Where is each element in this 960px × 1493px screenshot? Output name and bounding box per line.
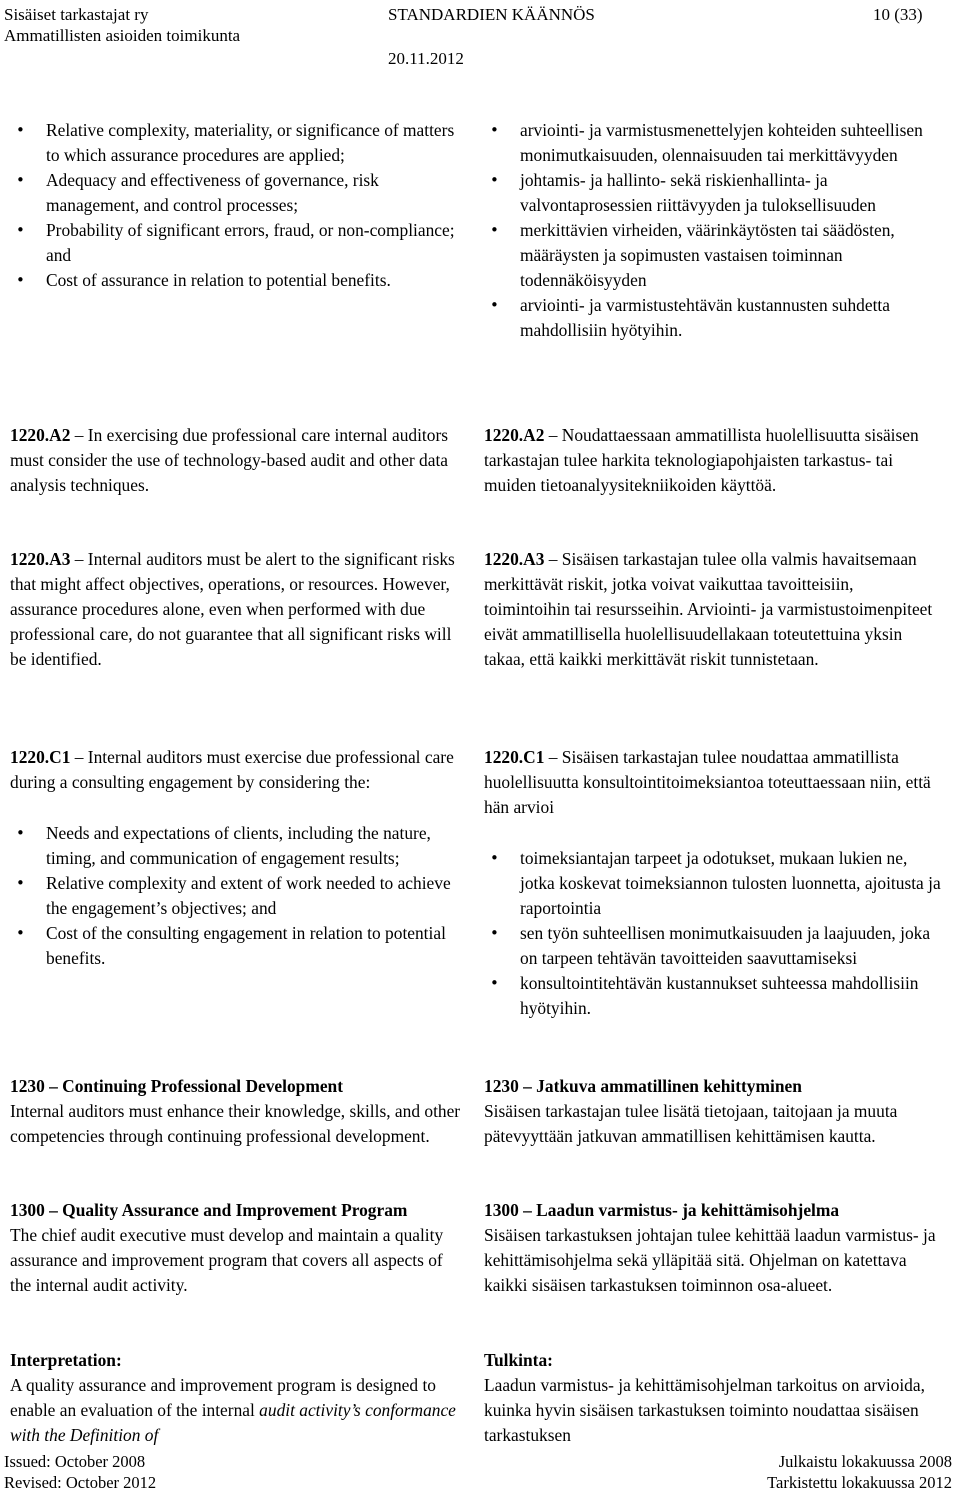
standard-1220-c1 [10, 745, 468, 795]
section-heading: 1230 – Jatkuva ammatillinen kehittyminen [484, 1076, 802, 1096]
standard-code: 1220.C1 [484, 747, 545, 767]
section-text: The chief audit executive must develop and maintain a quality assurance and improvement program that covers all aspects of the internal audit activity. [10, 1225, 444, 1295]
standard-text: – Sisäisen tarkastajan tulee olla valmis havaitsemaan merkittävät riskit, jotka voivat vaikuttaa tavoitteisiin, toimintoihin tai resursseihin. Arviointi- ja varmistustoimenpiteet eivät ammatillisella huolellisuudellakaan toteutettuina yksin takaa, että kaikki merkittävät riskit tunnistetaan. [484, 549, 933, 669]
standard-code: 1220.C1 [10, 747, 71, 767]
list-item: • toimeksiantajan tarpeet ja odotukset, mukaan lukien ne, jotka koskevat toimeksiannon tulosten luonnetta, ajoitusta ja raportointia [484, 846, 942, 921]
list-item: • Relative complexity and extent of work needed to achieve the engagement’s objectives; and [10, 871, 468, 921]
list-item: • sen työn suhteellisen monimutkaisuuden ja laajuuden, joka on tarpeen tehtävän tavoitteiden saavuttamiseksi [484, 921, 942, 971]
tulkinta [484, 1348, 942, 1448]
section-heading: 1300 – Laadun varmistus- ja kehittämisohjelma [484, 1200, 840, 1220]
arviointi-list [484, 118, 942, 343]
standard-1220-a3-fi [484, 547, 942, 672]
interpretation-text [10, 1373, 468, 1448]
interpretation-italic: audit activity’s conformance with the Definition of [10, 1400, 456, 1445]
standard-1220-a2 [10, 423, 468, 498]
standard-1220-c1-fi [484, 745, 942, 820]
interpretation-body: A quality assurance and improvement program is designed to enable an evaluation of the internal [10, 1375, 436, 1420]
interpretation-heading: Interpretation: [10, 1350, 122, 1370]
standard-code: 1220.A2 [10, 425, 71, 445]
standard-code: 1220.A3 [484, 549, 545, 569]
list-item: • Probability of significant errors, fraud, or non-compliance; and [10, 218, 468, 268]
standard-text: – Internal auditors must exercise due professional care during a consulting engagement by considering the: [10, 747, 454, 792]
section-heading: 1230 – Continuing Professional Development [10, 1076, 344, 1096]
list-item: • Adequacy and effectiveness of governance, risk management, and control processes; [10, 168, 468, 218]
standard-text: – Noudattaessaan ammatillista huolellisuutta sisäisen tarkastajan tulee harkita teknologiapohjaisten tarkastus- tai muiden tietoanalyysitekniikoiden käyttöä. [484, 425, 919, 495]
standard-1220-a2-fi [484, 423, 942, 498]
standard-text: – In exercising due professional care internal auditors must consider the use of technology-based audit and other data analysis techniques. [10, 425, 449, 495]
konsultointi-list [484, 846, 942, 1021]
interpretation-text: Laadun varmistus- ja kehittämisohjelman tarkoitus on arvioida, kuinka hyvin sisäisen tarkastuksen toiminto noudattaa sisäisen tarkastuksen [484, 1375, 925, 1445]
section-1230-fi [484, 1074, 942, 1149]
standard-code: 1220.A3 [10, 549, 71, 569]
assurance-considerations-list [10, 118, 468, 293]
standard-code: 1220.A2 [484, 425, 545, 445]
header-date: 20.11.2012 [388, 49, 464, 68]
section-text: Internal auditors must enhance their knowledge, skills, and other competencies through continuing professional development. [10, 1101, 461, 1146]
standard-1220-a3 [10, 547, 468, 672]
interpretation [10, 1348, 468, 1448]
section-1300 [10, 1198, 468, 1298]
list-item: • Cost of assurance in relation to potential benefits. [10, 268, 468, 293]
interpretation-heading: Tulkinta: [484, 1350, 553, 1370]
footer-revised: Revised: October 2012 [4, 1473, 157, 1492]
header-org: Sisäiset tarkastajat ry [4, 5, 149, 24]
section-1300-fi [484, 1198, 942, 1298]
list-item: • arviointi- ja varmistusmenettelyjen kohteiden suhteellisen monimutkaisuuden, olennaisuuden tai merkittävyyden [484, 118, 942, 168]
consulting-considerations-list [10, 821, 468, 971]
section-1230 [10, 1074, 468, 1149]
list-item: • merkittävien virheiden, väärinkäytösten tai säädösten, määräysten ja sopimusten vastaisen toiminnan todennäköisyyden [484, 218, 942, 293]
standard-text: – Internal auditors must be alert to the significant risks that might affect objectives, operations, or resources. However, assurance procedures alone, even when performed with due professional care, do not guarantee that all significant risks will be identified. [10, 549, 455, 669]
footer-tarkistettu: Tarkistettu lokakuussa 2012 [767, 1473, 952, 1492]
footer-julkaistu: Julkaistu lokakuussa 2008 [778, 1452, 952, 1471]
standard-text: – Sisäisen tarkastajan tulee noudattaa ammatillista huolellisuutta konsultointitoimeksiantoa toteuttaessaan niin, että hän arvioi [484, 747, 931, 817]
section-heading: 1300 – Quality Assurance and Improvement Program [10, 1200, 408, 1220]
list-item: • Relative complexity, materiality, or significance of matters to which assurance procedures are applied; [10, 118, 468, 168]
list-item: • Cost of the consulting engagement in relation to potential benefits. [10, 921, 468, 971]
header-title: STANDARDIEN KÄÄNNÖS [388, 5, 595, 24]
section-text: Sisäisen tarkastajan tulee lisätä tietojaan, taitojaan ja muuta pätevyyttään jatkuvan ammatillisen kehittämisen kautta. [484, 1101, 898, 1146]
header-committee: Ammatillisten asioiden toimikunta [4, 26, 241, 45]
list-item: • Needs and expectations of clients, including the nature, timing, and communication of engagement results; [10, 821, 468, 871]
list-item: • arviointi- ja varmistustehtävän kustannusten suhdetta mahdollisiin hyötyihin. [484, 293, 942, 343]
list-item: • johtamis- ja hallinto- sekä riskienhallinta- ja valvontaprosessien riittävyyden ja tuloksellisuuden [484, 168, 942, 218]
header-page-number: 10 (33) [873, 5, 923, 24]
list-item: • konsultointitehtävän kustannukset suhteessa mahdollisiin hyötyihin. [484, 971, 942, 1021]
footer-issued: Issued: October 2008 [4, 1452, 146, 1471]
section-text: Sisäisen tarkastuksen johtajan tulee kehittää laadun varmistus- ja kehittämisohjelma sekä ylläpitää sitä. Ohjelman on katettava kaikki sisäisen tarkastuksen toiminnon osa-alueet. [484, 1225, 936, 1295]
